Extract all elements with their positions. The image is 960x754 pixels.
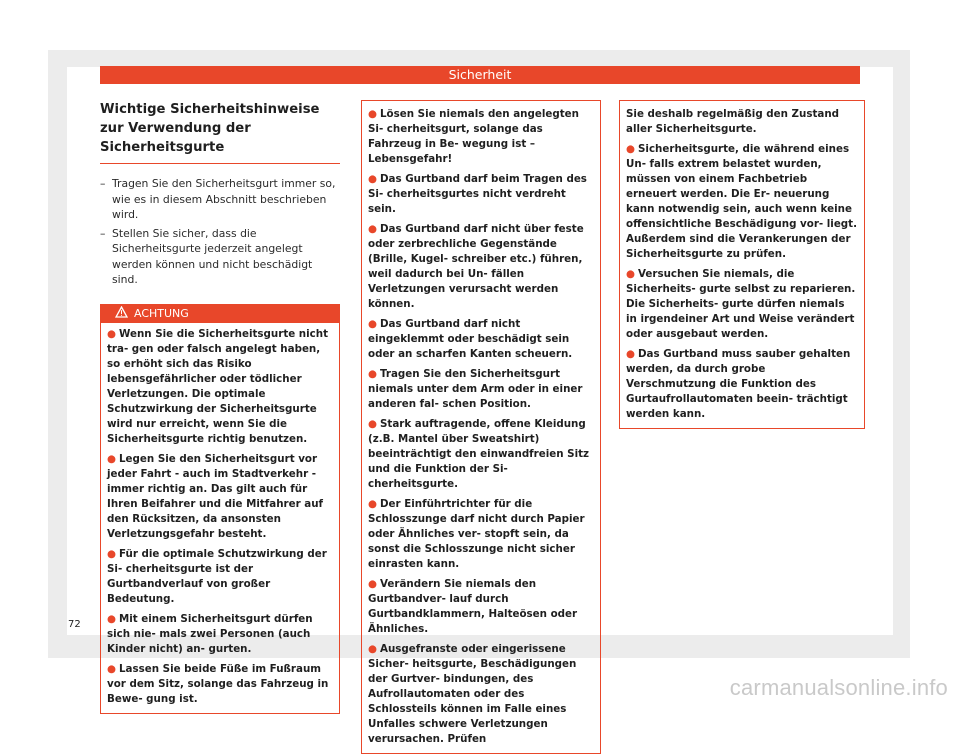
warning-bullet: ● Stark auftragende, offene Kleidung (z.B. Mantel über Sweatshirt) beeinträchtigt den einwandfreien Sitz und die Funktion der Si- cherheitsgurte. bbox=[368, 418, 590, 490]
warning-bullet: ● Das Gurtband darf nicht eingeklemmt oder beschädigt sein oder an scharfen Kanten scheuern. bbox=[368, 318, 573, 360]
warning-bullet: ● Das Gurtband muss sauber gehalten werden, da durch grobe Verschmutzung die Funktion des Gurtaufrollautomaten beein- trächtigt werden kann. bbox=[626, 348, 851, 420]
warning-triangle-icon bbox=[115, 305, 128, 323]
column-2 bbox=[361, 100, 601, 754]
watermark: carmanualsonline.info bbox=[729, 675, 948, 700]
warning-bullet: ● Das Gurtband darf beim Tragen des Si- cherheitsgurtes nicht verdreht sein. bbox=[368, 173, 587, 215]
warning-bullet: ● Lösen Sie niemals den angelegten Si- cherheitsgurt, solange das Fahrzeug in Be- wegung ist – Lebensgefahr! bbox=[368, 108, 579, 165]
warning-continuation: Sie deshalb regelmäßig den Zustand aller Sicherheitsgurte. bbox=[626, 108, 840, 135]
column-1 bbox=[100, 100, 340, 714]
warning-bullet: ● Der Einführtrichter für die Schlosszunge darf nicht durch Papier oder Ähnliches ver- stopft sein, da sonst die Schlosszunge nicht sicher einrasten kann. bbox=[368, 498, 585, 570]
warning-header bbox=[101, 305, 339, 323]
column-3 bbox=[619, 100, 859, 429]
warning-bullet: ● Ausgefranste oder eingerissene Sicher- heitsgurte, Beschädigungen der Gurtver- bindungen, des Aufrollautomaten oder des Schlossteils können im Falle eines Unfalles schwere Verletzungen verursachen. Prüfen bbox=[368, 643, 577, 745]
warning-bullet: ● Lassen Sie beide Füße im Fußraum vor dem Sitz, solange das Fahrzeug in Bewe- gung ist. bbox=[107, 662, 329, 705]
warning-bullet: ● Sicherheitsgurte, die während eines Un- falls extrem belastet wurden, müssen von einem Fachbetrieb erneuert werden. Die Er- neuerung kann notwendig sein, auch wenn keine offensichtliche Beschädigung vor- liegt. Außerdem sind die Verankerungen der Sicherheitsgurte zu prüfen. bbox=[626, 143, 858, 260]
warning-bullet: ● Versuchen Sie niemals, die Sicherheits- gurte selbst zu reparieren. Die Sicherheits- gurte dürfen niemals in irgendeiner Art und Weise verändert oder ausgebaut werden. bbox=[626, 268, 856, 340]
warning-bullet: ● Verändern Sie niemals den Gurtbandver- lauf durch Gurtbandklammern, Halteösen oder Ähnliches. bbox=[368, 578, 578, 635]
warning-bullet: ● Das Gurtband darf nicht über feste oder zerbrechliche Gegenstände (Brille, Kugel- schreiber etc.) führen, weil dadurch bei Un- fällen Verletzungen verursacht werden können. bbox=[368, 223, 584, 310]
warning-label: ACHTUNG bbox=[134, 306, 189, 320]
warning-bullet: ● Tragen Sie den Sicherheitsgurt niemals unter dem Arm oder in einer anderen fal- schen Position. bbox=[368, 368, 583, 410]
warning-bullet: ● Für die optimale Schutzwirkung der Si- cherheitsgurte ist der Gurtbandverlauf von großer Bedeutung. bbox=[107, 547, 327, 605]
list-item: – Stellen Sie sicher, dass die Sicherheitsgurte jederzeit angelegt werden können und nicht beschädigt sind. bbox=[100, 226, 313, 286]
warning-box-continued bbox=[361, 100, 601, 754]
warning-box bbox=[100, 304, 340, 714]
section-title: Sicherheit bbox=[448, 67, 512, 82]
warning-bullet: ● Mit einem Sicherheitsgurt dürfen sich nie- mals zwei Personen (auch Kinder nicht) an- gurten. bbox=[107, 612, 313, 655]
page-heading: Wichtige Sicherheitshinweise zur Verwendung der Sicherheitsgurte bbox=[100, 100, 340, 164]
warning-bullet: ● Legen Sie den Sicherheitsgurt vor jeder Fahrt - auch im Stadtverkehr - immer richtig an. Das gilt auch für Ihren Beifahrer und die Mitfahrer auf den Rücksitzen, da ansonsten Verletzungsgefahr besteht. bbox=[107, 452, 324, 540]
dash-list bbox=[100, 176, 340, 288]
list-item: – Tragen Sie den Sicherheitsgurt immer so, wie es in diesem Abschnitt beschrieben wird. bbox=[100, 177, 336, 221]
warning-box-continued bbox=[619, 100, 865, 429]
page-number: 72 bbox=[68, 619, 81, 630]
section-header-bar bbox=[100, 66, 860, 84]
warning-intro: ● Wenn Sie die Sicherheitsgurte nicht tra- gen oder falsch angelegt haben, so erhöht sich das Risiko lebensgefährlicher oder tödlicher Verletzungen. Die optimale Schutzwirkung der Sicherheitsgurte wird nur erreicht, wenn Sie die Sicherheitsgurte richtig benutzen. bbox=[107, 327, 329, 445]
warning-body bbox=[101, 323, 339, 713]
